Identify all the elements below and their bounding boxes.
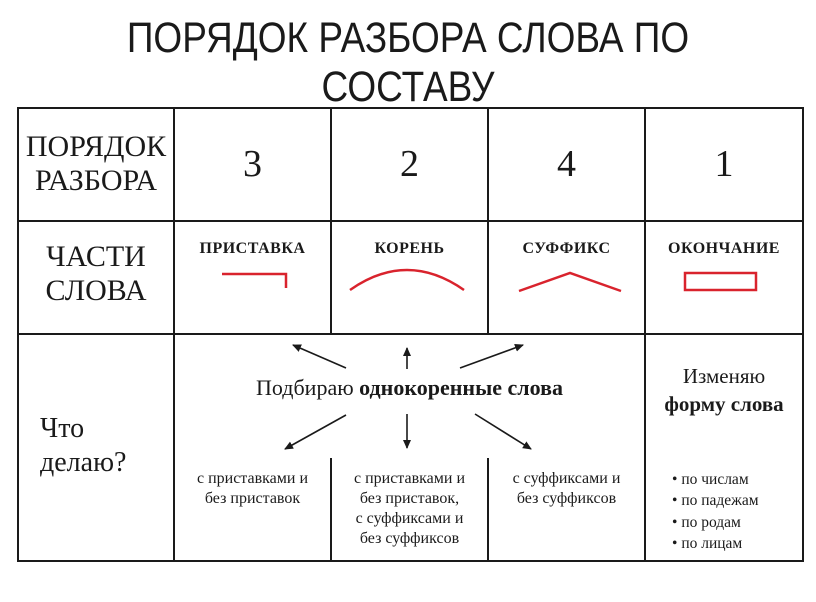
prefix-examples-line2: без приставок <box>204 490 301 507</box>
arrow-up-right <box>460 345 523 368</box>
list-item: • по падежам <box>672 490 800 511</box>
arrow-down-right <box>475 414 531 449</box>
root-examples <box>331 469 488 549</box>
part-suffix-label: СУФФИКС <box>522 240 611 257</box>
order-value-prefix: 3 <box>243 143 262 185</box>
part-ending-label: ОКОНЧАНИЕ <box>668 240 780 257</box>
suffix-examples-line2: без суффиксов <box>516 490 617 507</box>
prefix-examples-line1: с приставками и <box>196 470 309 487</box>
suffix-mark <box>519 273 621 291</box>
order-label-line1: ПОРЯДОК <box>25 130 167 163</box>
suffix-examples-line1: с суффиксами и <box>512 470 621 487</box>
suffix-examples <box>488 469 645 509</box>
parts-label <box>18 240 174 307</box>
change-form-list <box>672 469 800 555</box>
question-line1: Что <box>40 413 85 444</box>
order-value-root: 2 <box>400 143 419 185</box>
prefix-examples <box>174 469 331 509</box>
root-mark <box>350 270 464 290</box>
root-examples-line3: с суффиксами и <box>355 510 464 527</box>
list-item: • по лицам <box>672 533 800 554</box>
change-form-line1: Изменяю <box>682 364 766 388</box>
cognates-phrase-bold: однокоренные слова <box>359 375 563 400</box>
change-form-text <box>645 362 803 419</box>
list-item: • по родам <box>672 512 800 533</box>
part-root-label: КОРЕНЬ <box>374 240 445 257</box>
root-examples-line1: с приставками и <box>353 470 466 487</box>
question-label <box>40 412 170 480</box>
root-examples-line4: без суффиксов <box>359 530 460 547</box>
question-line2: делаю? <box>40 447 127 479</box>
list-item: • по числам <box>672 469 800 490</box>
prefix-mark <box>222 274 286 288</box>
ending-mark <box>685 273 756 290</box>
change-form-line2: форму слова <box>664 392 784 417</box>
root-examples-line2: без приставок, <box>359 490 460 507</box>
order-value-ending: 1 <box>714 143 734 185</box>
cognates-phrase-plain: Подбираю <box>256 375 360 400</box>
page-title: ПОРЯДОК РАЗБОРА СЛОВА ПО СОСТАВУ <box>126 14 690 111</box>
parts-label-line1: ЧАСТИ <box>46 240 146 273</box>
part-prefix-label: ПРИСТАВКА <box>199 240 306 257</box>
parts-label-line2: СЛОВА <box>45 273 147 307</box>
order-label-line2: РАЗБОРА <box>35 163 157 197</box>
cognates-phrase <box>174 377 645 399</box>
arrow-up-left <box>293 345 346 368</box>
arrow-down-left <box>285 415 346 449</box>
order-label <box>18 130 174 197</box>
order-value-suffix: 4 <box>557 143 576 185</box>
